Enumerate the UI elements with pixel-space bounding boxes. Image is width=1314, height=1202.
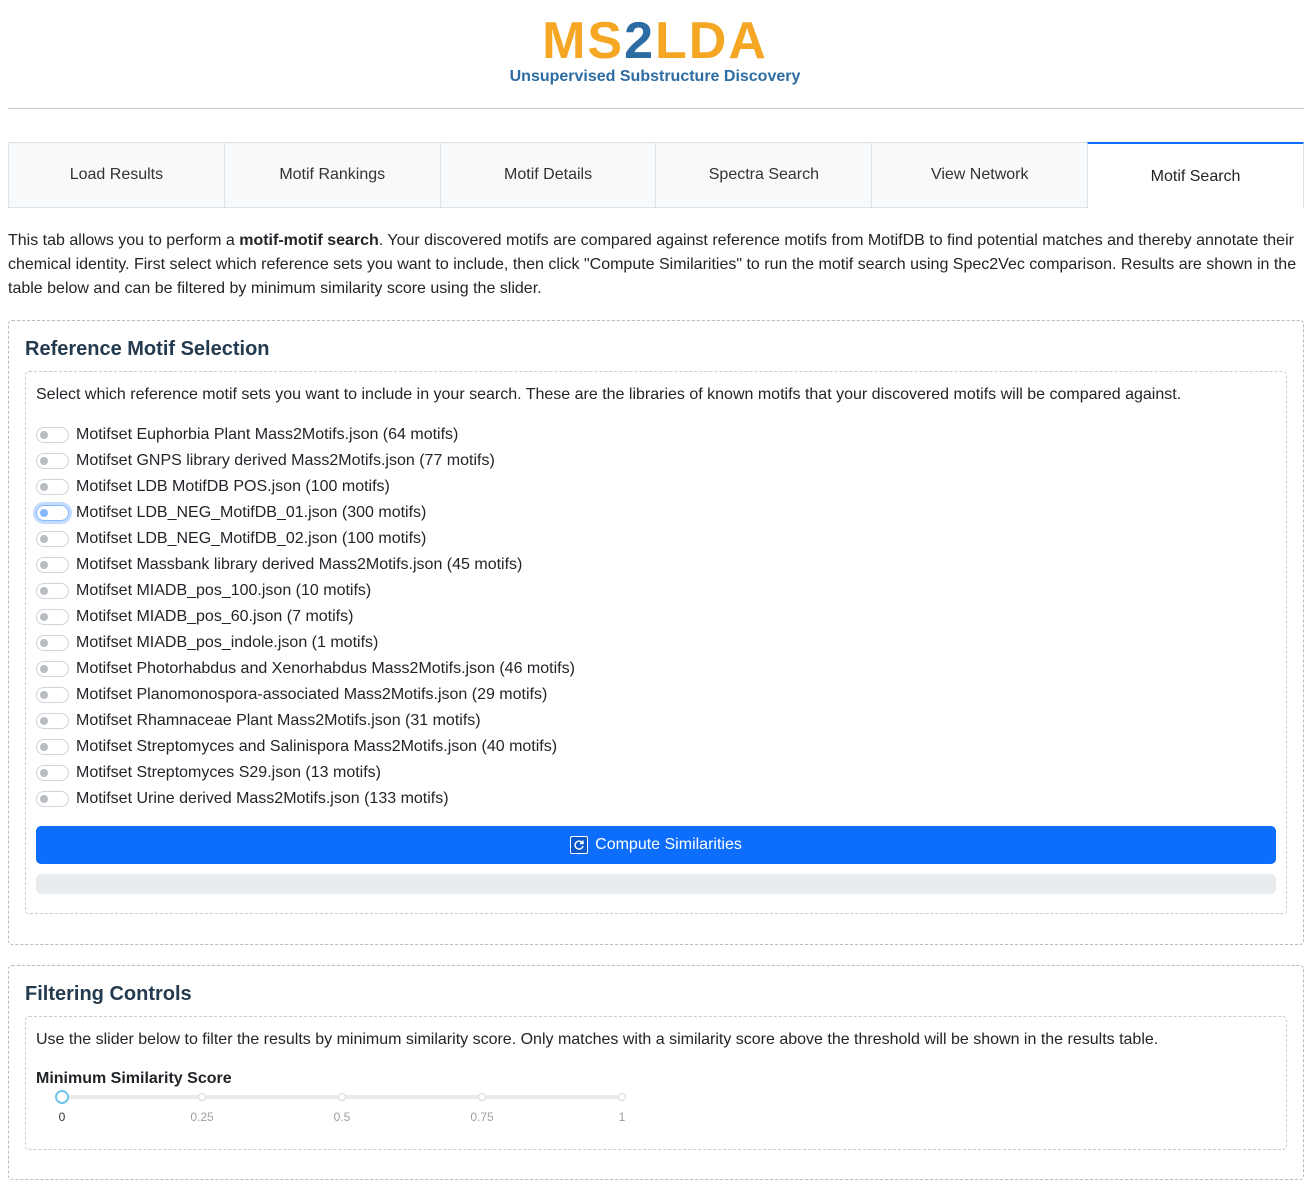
toggle-knob <box>40 535 48 543</box>
slider-tick-mark <box>478 1093 486 1101</box>
motifset-toggle-switch[interactable] <box>36 557 69 573</box>
app-header <box>0 0 1314 110</box>
motifset-option[interactable] <box>36 422 458 448</box>
motifset-option[interactable] <box>36 786 449 812</box>
toggle-knob <box>40 639 48 647</box>
toggle-knob <box>40 769 48 777</box>
similarity-slider[interactable] <box>26 1087 646 1137</box>
motifset-option[interactable] <box>36 578 371 604</box>
motifset-option[interactable] <box>36 760 381 786</box>
tab-motif-search[interactable]: Motif Search <box>1087 142 1304 208</box>
tab-motif-rankings[interactable]: Motif Rankings <box>224 142 440 207</box>
slider-tick-label: 0.25 <box>190 1110 214 1124</box>
motifset-toggle-switch[interactable] <box>36 505 69 521</box>
svg-text:MS2LDA: MS2LDA <box>542 12 768 70</box>
similarity-slider-label: Minimum Similarity Score <box>36 1070 232 1087</box>
slider-handle[interactable] <box>55 1090 69 1104</box>
motifset-option[interactable] <box>36 604 353 630</box>
reference-selection-panel <box>8 320 1304 945</box>
slider-tick-mark <box>198 1093 206 1101</box>
motifset-label: Motifset LDB_NEG_MotifDB_01.json (300 motifs) <box>76 504 427 521</box>
motifset-option[interactable] <box>36 500 426 526</box>
motifset-label: Motifset Rhamnaceae Plant Mass2Motifs.json (31 motifs) <box>76 712 481 729</box>
tab-load-results[interactable]: Load Results <box>8 142 224 207</box>
motifset-label: Motifset GNPS library derived Mass2Motifs.json (77 motifs) <box>76 452 495 469</box>
motifset-label: Motifset Urine derived Mass2Motifs.json (133 motifs) <box>76 790 449 807</box>
motifset-toggle-switch[interactable] <box>36 453 69 469</box>
motifset-toggle-switch[interactable] <box>36 739 69 755</box>
motifset-label: Motifset MIADB_pos_indole.json (1 motifs) <box>76 634 379 651</box>
motifset-label: Motifset LDB MotifDB POS.json (100 motifs) <box>76 478 390 495</box>
motifset-toggle-switch[interactable] <box>36 479 69 495</box>
motifset-label: Motifset Euphorbia Plant Mass2Motifs.json (64 motifs) <box>76 426 459 443</box>
motifset-toggle-switch[interactable] <box>36 583 69 599</box>
toggle-knob <box>40 561 48 569</box>
toggle-knob <box>40 691 48 699</box>
compute-progress-bar <box>36 874 1276 894</box>
motifset-label: Motifset Streptomyces and Salinispora Mass2Motifs.json (40 motifs) <box>76 738 558 755</box>
motifset-toggle-switch[interactable] <box>36 531 69 547</box>
motifset-option[interactable] <box>36 708 481 734</box>
filtering-title: Filtering Controls <box>25 983 192 1005</box>
tab-intro-text <box>8 229 1306 301</box>
toggle-knob <box>40 587 48 595</box>
motifset-toggle-switch[interactable] <box>36 687 69 703</box>
motifset-label: Motifset Massbank library derived Mass2Motifs.json (45 motifs) <box>76 556 523 573</box>
filtering-body <box>25 1016 1287 1150</box>
filtering-panel <box>8 965 1304 1180</box>
toggle-knob <box>40 431 48 439</box>
slider-tick-label: 1 <box>618 1110 626 1124</box>
main-tabs <box>8 142 1304 208</box>
motifset-option[interactable] <box>36 734 557 760</box>
motifset-option[interactable] <box>36 630 378 656</box>
toggle-knob <box>40 795 48 803</box>
slider-tick-label: 0.75 <box>470 1110 494 1124</box>
motifset-toggle-switch[interactable] <box>36 713 69 729</box>
svg-text:Unsupervised Substructure Disc: Unsupervised Substructure Discovery <box>509 68 801 85</box>
motifset-option[interactable] <box>36 682 547 708</box>
compute-similarities-label: Compute Similarities <box>595 836 742 853</box>
motifset-toggle-switch[interactable] <box>36 635 69 651</box>
intro-text-end: . Your discovered motifs are compared against reference motifs from MotifDB to find potential matches and thereby annotate their chemical identity. First select which reference sets you want to include, then click "Compute Similarities" to run the motif search using Spec2Vec comparison. Results are shown in the table below and can be filtered by minimum similarity score using the slider. <box>8 232 1297 297</box>
slider-tick-mark <box>618 1093 626 1101</box>
motifset-option[interactable] <box>36 552 522 578</box>
motifset-label: Motifset Planomonospora-associated Mass2Motifs.json (29 motifs) <box>76 686 548 703</box>
motifset-label: Motifset Streptomyces S29.json (13 motifs) <box>76 764 381 781</box>
toggle-knob <box>40 717 48 725</box>
motifset-toggle-switch[interactable] <box>36 791 69 807</box>
motifset-toggle-switch[interactable] <box>36 661 69 677</box>
toggle-knob <box>40 665 48 673</box>
motifset-toggle-switch[interactable] <box>36 427 69 443</box>
toggle-knob <box>40 483 48 491</box>
tab-spectra-search[interactable]: Spectra Search <box>655 142 871 207</box>
toggle-knob <box>40 509 48 517</box>
motifset-label: Motifset Photorhabdus and Xenorhabdus Mass2Motifs.json (46 motifs) <box>76 660 575 677</box>
motifset-option[interactable] <box>36 656 575 682</box>
ms2lda-logo <box>490 8 820 90</box>
motifset-label: Motifset MIADB_pos_100.json (10 motifs) <box>76 582 372 599</box>
filtering-description: Use the slider below to filter the results by minimum similarity score. Only matches with a similarity score above the threshold will be shown in the results table. <box>36 1031 1159 1048</box>
tab-view-network[interactable]: View Network <box>871 142 1087 207</box>
motifset-label: Motifset MIADB_pos_60.json (7 motifs) <box>76 608 354 625</box>
intro-text-bold: motif-motif search <box>239 232 379 249</box>
reference-selection-description: Select which reference motif sets you want to include in your search. These are the libraries of known motifs that your discovered motifs will be compared against. <box>36 386 1182 403</box>
toggle-knob <box>40 457 48 465</box>
toggle-knob <box>40 613 48 621</box>
motifset-label: Motifset LDB_NEG_MotifDB_02.json (100 motifs) <box>76 530 427 547</box>
reference-selection-title: Reference Motif Selection <box>25 338 270 360</box>
motifset-option[interactable] <box>36 474 390 500</box>
tab-motif-details[interactable]: Motif Details <box>440 142 656 207</box>
compute-similarities-button[interactable] <box>36 826 1276 864</box>
slider-tick-mark <box>338 1093 346 1101</box>
slider-tick-label: 0 <box>58 1110 66 1124</box>
reference-selection-body <box>25 371 1287 914</box>
motifset-option[interactable] <box>36 448 495 474</box>
toggle-knob <box>40 743 48 751</box>
slider-tick-label: 0.5 <box>333 1110 351 1124</box>
intro-text-start: This tab allows you to perform a <box>8 232 240 249</box>
motifset-toggle-switch[interactable] <box>36 609 69 625</box>
refresh-icon <box>570 836 588 854</box>
motifset-option[interactable] <box>36 526 426 552</box>
motifset-toggle-switch[interactable] <box>36 765 69 781</box>
header-divider <box>8 108 1304 109</box>
